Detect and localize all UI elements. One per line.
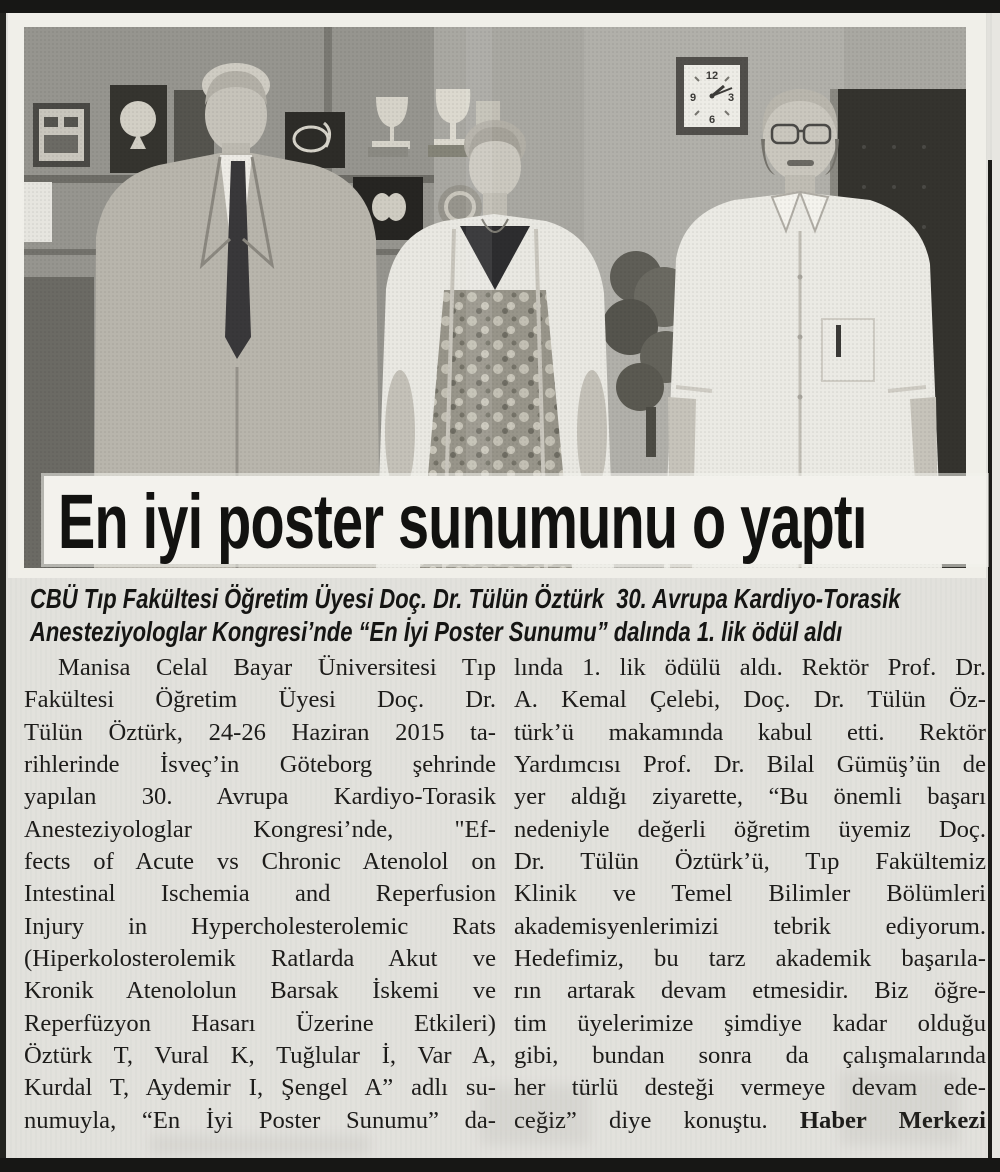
text-line: gibi, bundan sonra da çalışmalarında: [514, 1042, 986, 1070]
text-line: rın artarak devam etmesidir. Biz öğre-: [514, 977, 986, 1005]
top-border-rule: [0, 0, 1000, 13]
left-border-rule: [0, 13, 6, 1158]
text-line: Manisa Celal Bayar Üniversitesi Tıp: [58, 654, 496, 681]
text-line: rihlerinde İsveç’in Göteborg şehrinde: [24, 751, 496, 779]
photo-caption: [30, 582, 990, 648]
text-line: lında 1. lik ödülü aldı. Rektör Prof. Dr.: [514, 654, 986, 681]
text-line: Intestinal Ischemia and Reperfusion: [24, 880, 496, 908]
bottom-border-rule: [0, 1158, 1000, 1172]
column-right-lines: [514, 652, 986, 1105]
text-line: Injury in Hypercholesterolemic Rats: [24, 912, 496, 940]
photo-caption-lines: [30, 582, 985, 648]
bleedthrough-smudge: [480, 1085, 590, 1145]
right-border-rule: [988, 160, 992, 1158]
text-line: Yardımcısı Prof. Dr. Bilal Gümüş’ün de: [514, 751, 986, 779]
text-line: CBÜ Tıp Fakültesi Öğretim Üyesi Doç. Dr. Tülün Öztürk 30. Avrupa Kardiyo-Torasik: [30, 583, 901, 614]
bleedthrough-smudge: [840, 1070, 960, 1145]
text-line: Anesteziyologlar Kongresi’nde “En İyi Poster Sunumu” dalında 1. lik ödül aldı: [30, 616, 843, 647]
text-line: Reperfüzyon Hasarı Üzerine Etkileri): [24, 1009, 496, 1037]
text-line: (Hiperkolosterolemik Ratlarda Akut ve: [24, 945, 496, 973]
text-line: fects of Acute vs Chronic Atenolol on: [24, 848, 496, 876]
text-line: numuyla, “En İyi Poster Sunumu” da-: [24, 1106, 496, 1134]
text-line: Kronik Atenololun Barsak İskemi ve: [24, 977, 496, 1005]
text-line: Anesteziyologlar Kongresi’nde, "Ef-: [24, 815, 496, 843]
photo-frame: [8, 13, 986, 578]
office-photo: [24, 27, 966, 568]
column-left: [24, 652, 496, 1137]
text-line: türk’ü makamında kabul etti. Rektör: [514, 718, 986, 746]
text-line: yer aldığı ziyarette, “Bu önemli başarı: [514, 783, 986, 811]
text-line: Kurdal T, Aydemir I, Şengel A” adlı su-: [24, 1074, 496, 1102]
text-line: Hedefimiz, bu tarz akademik başarıla-: [514, 945, 986, 973]
bleedthrough-smudge: [150, 1135, 370, 1155]
text-line: Fakültesi Öğretim Üyesi Doç. Dr.: [24, 686, 496, 714]
text-line: her türlü desteği vermeye devam ede-: [514, 1074, 986, 1102]
text-line: akademisyenlerimizi tebrik ediyorum.: [514, 912, 986, 940]
closing-text: ceğiz” diye konuştu.: [514, 1106, 800, 1134]
column-right: [514, 652, 986, 1137]
headline-band: [44, 476, 986, 564]
text-line: yapılan 30. Avrupa Kardiyo-Torasik: [24, 783, 496, 811]
page-edge-strip: [992, 13, 1000, 1158]
text-line: A. Kemal Çelebi, Doç. Dr. Tülün Öz-: [514, 686, 986, 714]
headline: En iyi poster sunumunu o yaptı: [58, 479, 867, 565]
byline: Haber Merkezi: [799, 1106, 987, 1134]
text-line: Tülün Öztürk, 24-26 Haziran 2015 ta-: [24, 718, 496, 746]
text-line: Öztürk T, Vural K, Tuğlular İ, Var A,: [24, 1042, 496, 1070]
text-line: Dr. Tülün Öztürk’ü, Tıp Fakültemiz: [514, 848, 986, 876]
text-line: tim üyelerimize şimdiye kadar olduğu: [514, 1009, 986, 1037]
text-line: nedeniyle değerli öğretim üyemiz Doç.: [514, 815, 986, 843]
text-line: Klinik ve Temel Bilimler Bölümleri: [514, 880, 986, 908]
